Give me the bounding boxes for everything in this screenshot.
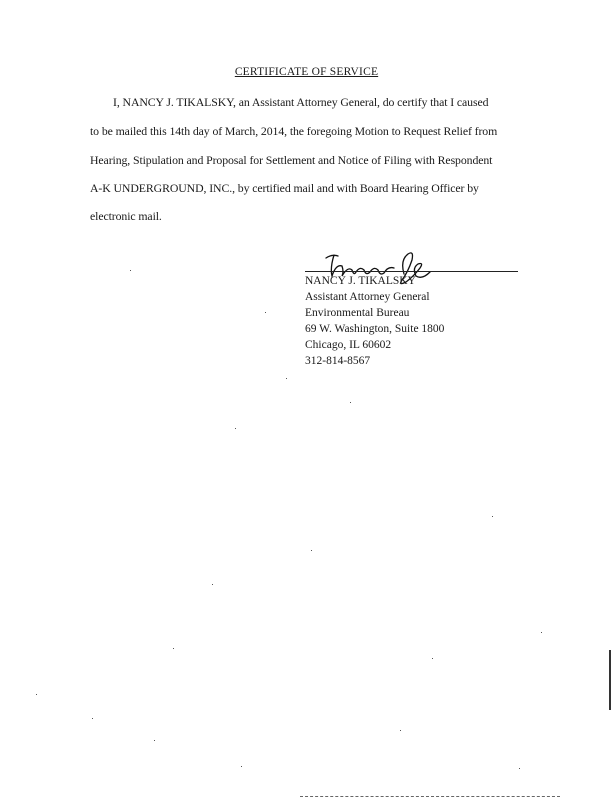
scan-speck [154,740,155,741]
scan-bottom-artifact [300,796,560,798]
scan-speck [432,658,433,659]
certificate-title: CERTIFICATE OF SERVICE [234,66,379,78]
body-line-3: Hearing, Stipulation and Proposal for Settlement and Notice of Filing with Respondent [90,153,493,167]
scan-speck [265,312,266,313]
signer-phone: 312-814-8567 [305,355,371,367]
signature-line [305,271,518,272]
scan-speck [311,550,312,551]
signer-address: 69 W. Washington, Suite 1800 [305,323,445,335]
scan-speck [36,694,37,695]
signer-title: Assistant Attorney General [305,291,430,303]
scan-speck [212,584,213,585]
scan-speck [173,648,174,649]
scan-speck [492,516,493,517]
scan-speck [241,766,242,767]
scan-speck [400,730,401,731]
body-line-4: A-K UNDERGROUND, INC., by certified mail and with Board Hearing Officer by [90,181,479,195]
scan-speck [130,270,131,271]
body-line-1: I, NANCY J. TIKALSKY, an Assistant Attorney General, do certify that I caused [113,95,489,109]
signature-block [305,273,444,369]
signer-name: NANCY J. TIKALSKY [305,275,416,287]
body-line-2: to be mailed this 14th day of March, 2014, the foregoing Motion to Request Relief from [90,124,498,138]
body-line-5: electronic mail. [90,209,162,223]
scan-speck [519,768,520,769]
signer-department: Environmental Bureau [305,307,410,319]
scan-speck [286,378,287,379]
scan-speck [350,402,351,403]
scan-speck [92,718,93,719]
scan-speck [541,632,542,633]
signer-city: Chicago, IL 60602 [305,339,392,351]
scan-speck [235,428,236,429]
scan-edge-mark [609,650,611,710]
